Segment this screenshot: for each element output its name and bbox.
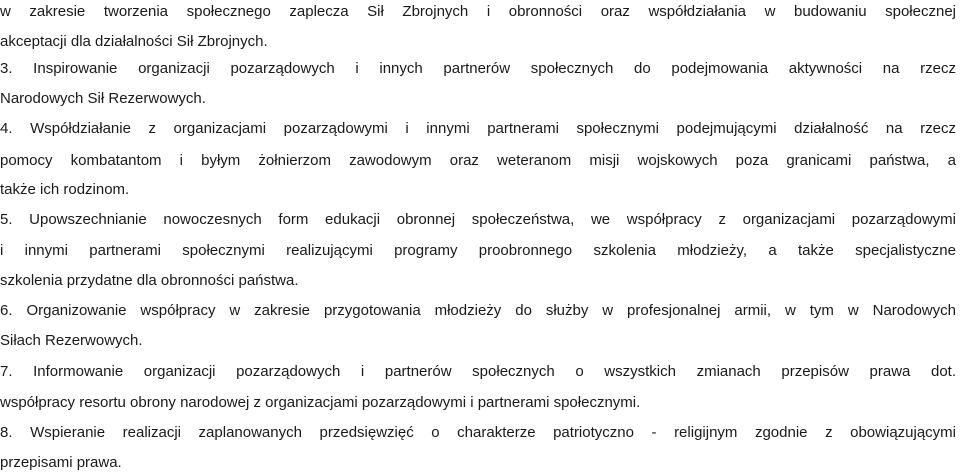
text-line: pomocy kombatantom i byłym żołnierzom zawodowym oraz weteranom misji wojskowych poza granicami państwa, a: [0, 152, 956, 169]
text-line: 7. Informowanie organizacji pozarządowych i partnerów społecznych o wszystkich zmianach przepisów prawa dot.: [0, 363, 956, 380]
text-line: i innymi partnerami społecznymi realizującymi programy proobronnego szkolenia młodzieży, a także specjalistyczne: [0, 242, 956, 259]
text-line: szkolenia przydatne dla obronności państwa.: [0, 272, 299, 289]
text-line: 3. Inspirowanie organizacji pozarządowych i innych partnerów społecznych do podejmowania aktywności na rzecz: [0, 60, 956, 77]
text-line: Narodowych Sił Rezerwowych.: [0, 90, 206, 107]
text-line: przepisami prawa.: [0, 454, 122, 471]
text-line: współpracy resortu obrony narodowej z organizacjami pozarządowymi i partnerami społecznymi.: [0, 394, 641, 411]
text-line: akceptacji dla działalności Sił Zbrojnych.: [0, 33, 268, 50]
text-line: 4. Współdziałanie z organizacjami pozarządowymi i innymi partnerami społecznymi podejmującymi działalność na rzecz: [0, 120, 956, 137]
text-line: także ich rodzinom.: [0, 181, 130, 198]
text-line: w zakresie tworzenia społecznego zaplecza Sił Zbrojnych i obronności oraz współdziałania w budowaniu społecznej: [0, 3, 956, 20]
text-line: 8. Wspieranie realizacji zaplanowanych przedsięwzięć o charakterze patriotyczno - religijnym zgodnie z obowiązującymi: [0, 424, 956, 441]
text-line: 6. Organizowanie współpracy w zakresie przygotowania młodzieży do służby w profesjonalnej armii, w tym w Narodowych: [0, 302, 956, 319]
text-line: Siłach Rezerwowych.: [0, 332, 143, 349]
text-line: 5. Upowszechnianie nowoczesnych form edukacji obronnej społeczeństwa, we współpracy z organizacjami pozarządowymi: [0, 211, 956, 228]
